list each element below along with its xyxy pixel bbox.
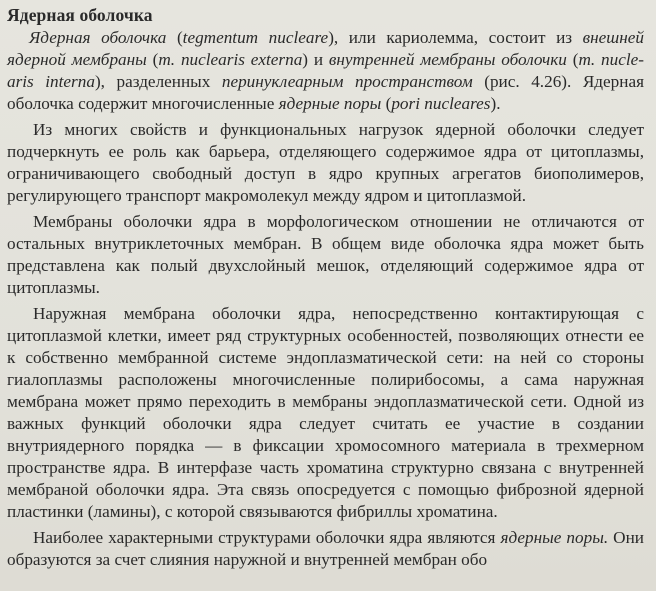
text-run: Наружная мембрана оболочки ядра, непосредственно контактирующая с цитоплазмой клетки, имеет ряд структурных особенностей, позволяющих отнести ее к собственно мембранной системе эндоплазматической сети: на ней со стороны гиалоплазмы расположены многочисленные полирибосомы, а сама наружная мембрана может прямо переходить в мембраны эндоплазматической сети. Одной из важных функций оболочки ядра следует считать ее участие в создании внутриядерного порядка — в фиксации хромосомного материала в трехмерном пространстве ядра. В интерфазе часть хроматина структурно связана с внутренней мембраной оболочки ядра. Эта связь опосредуется с помощью фиброзной ядерной пластинки (ламины), с которой связываются фибриллы хроматина. bbox=[7, 304, 644, 521]
italic-term: m. nuclearis interna bbox=[7, 50, 644, 91]
paragraph-3 bbox=[7, 211, 644, 299]
text-run: Из многих свойств и функциональных нагрузок ядерной оболочки следует подчеркнуть ее роль как барьера, отделяющего содержимое ядра от цитоплазмы, ограничивающего свободный доступ в ядро крупных агрегатов биополимеров, регулирующего транспорт макромолекул между ядром и цитоплазмой. bbox=[7, 120, 644, 205]
text-run: Они образуются за счет слияния наружной и внутренней мембран обо bbox=[7, 528, 644, 569]
text-run: ). bbox=[490, 94, 501, 113]
text-run: ), или кариолемма, состоит из bbox=[328, 28, 583, 47]
italic-term: перинуклеарным пространством bbox=[221, 72, 473, 91]
text-run: Мембраны оболочки ядра в морфологическом отношении не отличаются от остальных внутриклеточных мембран. В общем виде оболочка ядра может быть представлена как полый двухслойный мешок, отделяющий содержимое ядра от цитоплазмы. bbox=[7, 212, 644, 297]
text-run: ( bbox=[566, 50, 579, 69]
paragraph-5 bbox=[7, 527, 644, 571]
italic-term: tegmentum nucleare bbox=[182, 28, 329, 47]
italic-term: ядерные поры. bbox=[500, 528, 609, 547]
paragraph-2 bbox=[7, 119, 644, 207]
text-body bbox=[7, 27, 644, 571]
text-run: ( bbox=[381, 94, 392, 113]
italic-term: Ядерная оболочка bbox=[29, 28, 167, 47]
italic-term: pori nucleares bbox=[391, 94, 491, 113]
italic-term: внутренней мембраны оболочки bbox=[328, 50, 567, 69]
paragraph-4 bbox=[7, 303, 644, 523]
text-run: ( bbox=[146, 50, 159, 69]
section-heading: Ядерная оболочка bbox=[7, 5, 153, 25]
text-run: ), разделенных bbox=[94, 72, 222, 91]
italic-term: ядерные поры bbox=[278, 94, 382, 113]
text-run: ( bbox=[166, 28, 183, 47]
text-run: (рис. 4.26). Ядерная оболочка содержит многочисленные bbox=[7, 72, 644, 113]
italic-term: m. nuclearis externa bbox=[158, 50, 303, 69]
paragraph-1 bbox=[7, 27, 644, 115]
text-run: ) и bbox=[302, 50, 329, 69]
italic-term: внешней ядерной мембраны bbox=[7, 28, 644, 69]
text-run: Наиболее характерными структурами оболочки ядра являются bbox=[33, 528, 501, 547]
